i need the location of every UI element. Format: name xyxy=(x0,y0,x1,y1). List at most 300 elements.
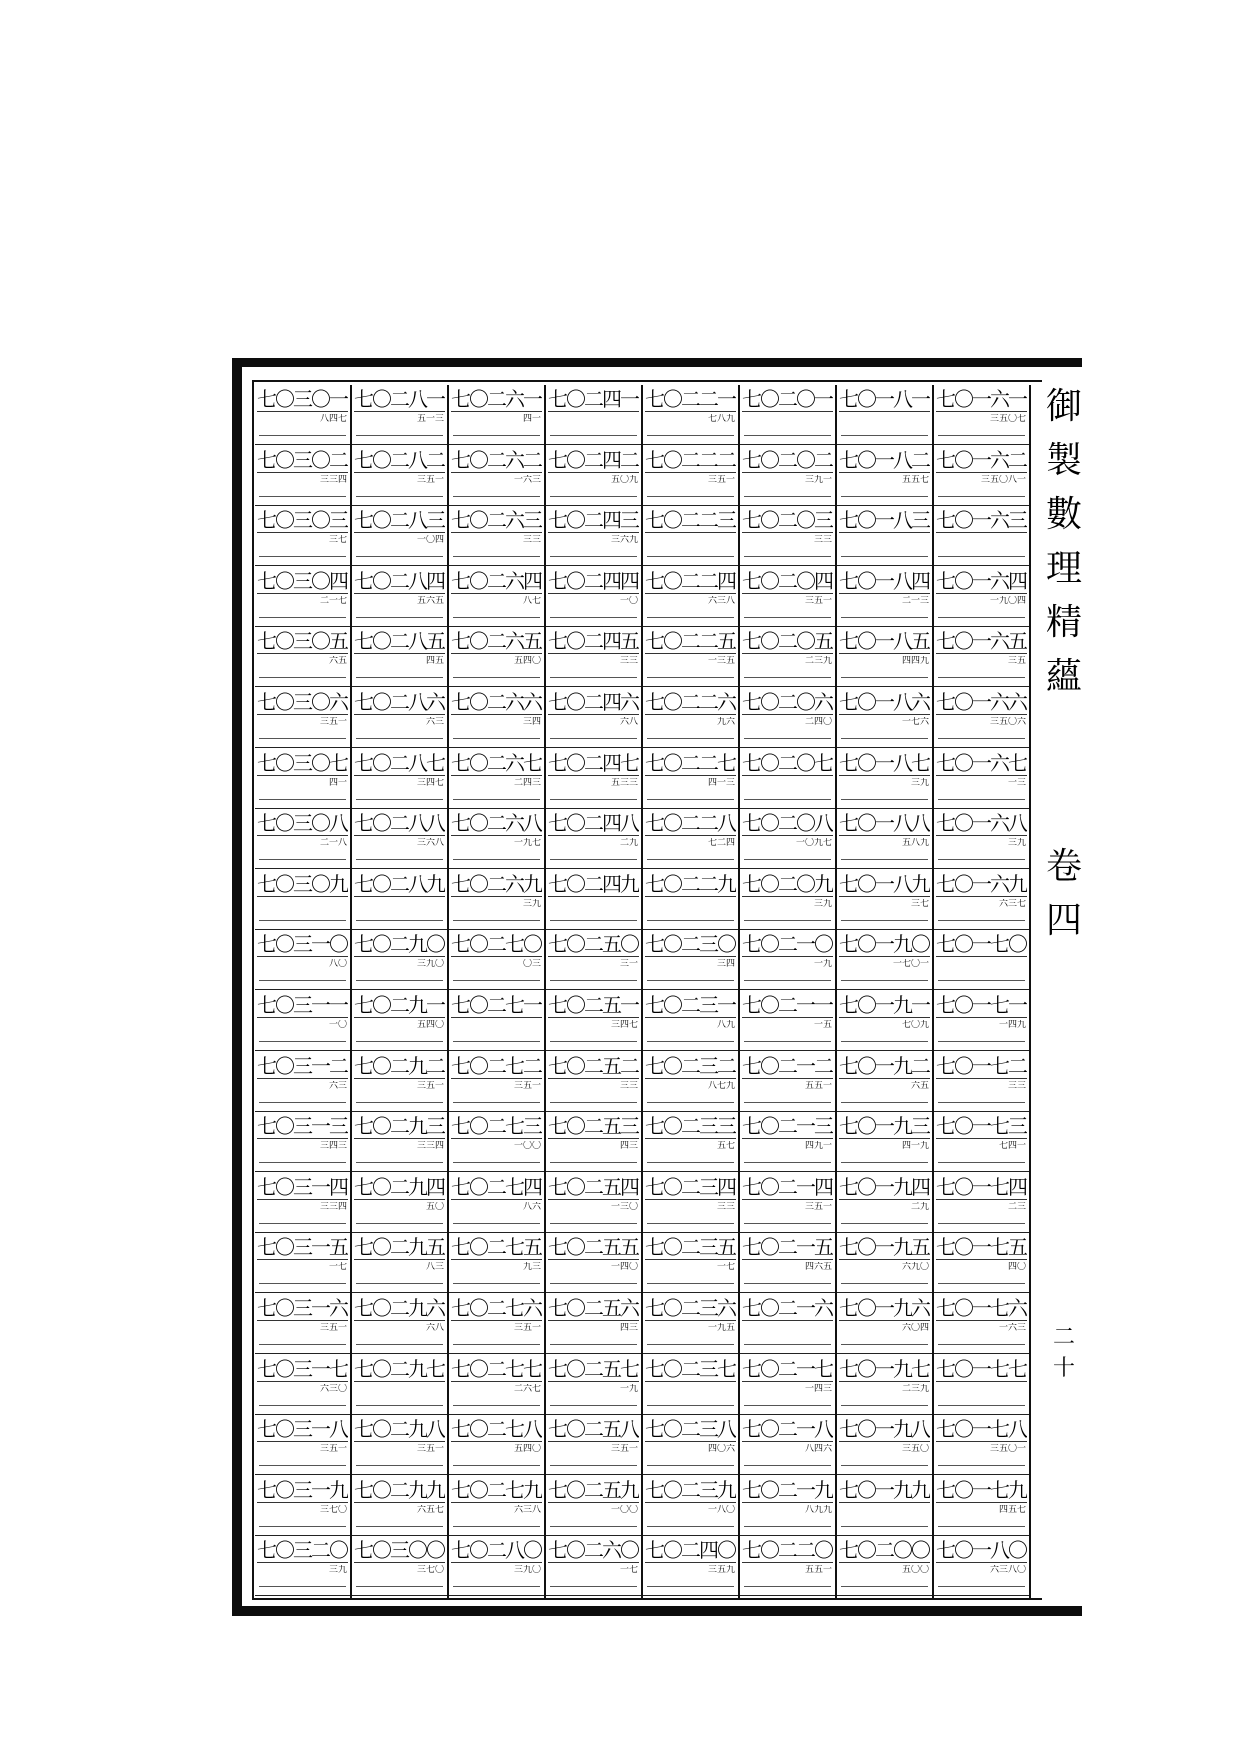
cell-number: 七〇二九五 xyxy=(354,1235,444,1260)
table-cell xyxy=(352,567,447,626)
cell-number: 七〇一九〇 xyxy=(839,932,929,957)
cell-number: 七〇三〇六 xyxy=(257,690,347,714)
table-cell xyxy=(643,1536,738,1595)
table-cell xyxy=(837,688,932,747)
table-row xyxy=(643,385,738,445)
title-character: 蘊 xyxy=(1046,656,1083,697)
cell-rule xyxy=(938,556,1025,557)
cell-number: 七〇二三一 xyxy=(645,993,735,1017)
cell-rule xyxy=(453,980,540,981)
cell-difference: 一〇 xyxy=(619,595,638,606)
table-row xyxy=(934,1536,1029,1596)
table-row xyxy=(255,1233,350,1293)
cell-rule xyxy=(356,1465,443,1466)
cell-rule xyxy=(938,1102,1025,1103)
table-row xyxy=(255,1355,350,1415)
table-cell xyxy=(546,1052,641,1111)
cell-rule xyxy=(744,799,831,800)
cell-rule xyxy=(647,1041,734,1042)
table-cell xyxy=(934,1536,1029,1595)
table-row xyxy=(934,385,1029,445)
table-cell xyxy=(449,1233,544,1292)
cell-number: 七〇一七二 xyxy=(936,1053,1026,1078)
cell-difference: 四五七 xyxy=(998,1504,1026,1515)
cell-difference: 一四〇 xyxy=(610,1262,638,1273)
table-cell xyxy=(643,567,738,626)
cell-difference: 六三 xyxy=(328,1080,347,1091)
cell-rule xyxy=(453,1586,540,1587)
table-row xyxy=(934,1233,1029,1293)
cell-number: 七〇一八七 xyxy=(839,750,929,775)
table-cell xyxy=(740,1112,835,1171)
table-row xyxy=(449,1173,544,1233)
table-row xyxy=(255,446,350,506)
cell-rule xyxy=(647,435,734,436)
cell-difference: 四五 xyxy=(425,656,444,667)
cell-difference: 三三四 xyxy=(416,1141,444,1152)
cell-rule xyxy=(259,496,346,497)
table-row xyxy=(255,385,350,445)
table-cell xyxy=(255,1476,350,1535)
cell-difference: 三七〇 xyxy=(416,1565,444,1576)
table-cell xyxy=(643,1112,738,1171)
cell-rule xyxy=(259,1586,346,1587)
cell-rule xyxy=(453,1041,540,1042)
table-row xyxy=(449,1112,544,1172)
cell-rule xyxy=(550,799,637,800)
cell-rule xyxy=(938,1041,1025,1042)
cell-rule xyxy=(453,496,540,497)
cell-rule xyxy=(453,1283,540,1284)
cell-rule xyxy=(259,859,346,860)
cell-rule xyxy=(453,1102,540,1103)
table-cell xyxy=(449,809,544,868)
cell-number: 七〇二五四 xyxy=(548,1174,638,1199)
cell-difference: 三三 xyxy=(522,535,541,546)
volume-character: 四 xyxy=(1046,900,1083,941)
table-cell xyxy=(643,1415,738,1474)
cell-rule xyxy=(938,1162,1025,1163)
table-row xyxy=(449,1233,544,1293)
cell-rule xyxy=(550,920,637,921)
table-row xyxy=(934,1476,1029,1536)
table-cell xyxy=(837,1536,932,1595)
cell-difference: 三五一 xyxy=(416,474,444,485)
cell-difference: 三六九 xyxy=(610,535,638,546)
cell-difference: 一九 xyxy=(619,1383,638,1394)
table-cell xyxy=(740,1052,835,1111)
cell-number: 七〇二九四 xyxy=(354,1174,444,1199)
table-cell xyxy=(740,991,835,1050)
cell-difference: 三五〇一 xyxy=(989,1444,1026,1455)
cell-rule xyxy=(938,435,1025,436)
table-row xyxy=(934,446,1029,506)
cell-number: 七〇一八一 xyxy=(839,387,929,411)
cell-difference: 三九 xyxy=(328,1565,347,1576)
cell-difference: 七八九 xyxy=(707,414,735,424)
cell-difference: 四一 xyxy=(328,777,347,788)
table-row xyxy=(352,1112,447,1172)
table-cell xyxy=(934,688,1029,747)
cell-rule xyxy=(550,1223,637,1224)
cell-rule xyxy=(647,980,734,981)
cell-rule xyxy=(550,859,637,860)
cell-rule xyxy=(356,1526,443,1527)
table-row xyxy=(740,688,835,748)
table-row xyxy=(255,809,350,869)
cell-difference: 一〇九七 xyxy=(795,838,832,849)
cell-rule xyxy=(647,556,734,557)
table-row xyxy=(643,991,738,1051)
table-cell xyxy=(255,506,350,565)
cell-rule xyxy=(938,920,1025,921)
table-row xyxy=(352,446,447,506)
table-row xyxy=(352,627,447,687)
table-row xyxy=(255,749,350,809)
table-row xyxy=(352,1536,447,1596)
cell-rule xyxy=(356,799,443,800)
cell-number: 七〇二八九 xyxy=(354,871,444,896)
cell-rule xyxy=(938,1526,1025,1527)
table-cell xyxy=(352,1294,447,1353)
cell-number: 七〇一九二 xyxy=(839,1053,929,1078)
cell-rule xyxy=(453,1162,540,1163)
cell-number: 七〇三〇七 xyxy=(257,750,347,775)
cell-difference: 一〇 xyxy=(328,1020,347,1030)
cell-difference: 三三四 xyxy=(319,1201,347,1212)
cell-rule xyxy=(841,738,928,739)
table-row xyxy=(546,567,641,627)
cell-difference: 五四〇 xyxy=(513,656,541,667)
cell-difference: 一三 xyxy=(1007,777,1026,788)
cell-rule xyxy=(259,1162,346,1163)
table-row xyxy=(255,1415,350,1475)
table-cell xyxy=(837,749,932,808)
table-cell xyxy=(352,1355,447,1414)
table-row xyxy=(740,809,835,869)
cell-number: 七〇二〇九 xyxy=(742,871,832,896)
table-row xyxy=(837,991,932,1051)
cell-difference: 一七六 xyxy=(901,717,929,727)
cell-difference: 三五一 xyxy=(416,1080,444,1091)
cell-rule xyxy=(550,677,637,678)
table-row xyxy=(837,446,932,506)
cell-difference: 三九〇 xyxy=(513,1565,541,1576)
cell-number: 七〇一六二 xyxy=(936,447,1026,472)
table-cell xyxy=(740,688,835,747)
table-row xyxy=(352,1052,447,1112)
table-row xyxy=(449,1536,544,1596)
cell-number: 七〇二〇五 xyxy=(742,629,832,654)
cell-difference: 三五一 xyxy=(319,1323,347,1333)
table-cell xyxy=(837,627,932,686)
table-cell xyxy=(740,1476,835,1535)
table-cell xyxy=(352,1052,447,1111)
cell-number: 七〇二九〇 xyxy=(354,932,444,957)
cell-rule xyxy=(259,738,346,739)
cell-rule xyxy=(744,435,831,436)
cell-rule xyxy=(744,738,831,739)
cell-number: 七〇一六一 xyxy=(936,387,1026,411)
table-row xyxy=(934,627,1029,687)
table-row xyxy=(352,1173,447,1233)
cell-rule xyxy=(841,496,928,497)
table-cell xyxy=(255,1415,350,1474)
cell-rule xyxy=(744,496,831,497)
cell-number: 七〇二五三 xyxy=(548,1114,638,1139)
cell-rule xyxy=(259,1465,346,1466)
cell-number: 七〇二五二 xyxy=(548,1053,638,1078)
table-row xyxy=(934,1052,1029,1112)
table-row xyxy=(643,809,738,869)
cell-number: 七〇二二六 xyxy=(645,690,735,714)
cell-rule xyxy=(453,920,540,921)
cell-rule xyxy=(744,1102,831,1103)
table-cell xyxy=(740,749,835,808)
cell-difference: 三五〇 xyxy=(901,1444,929,1455)
cell-number: 七〇一七九 xyxy=(936,1477,1026,1502)
table-row xyxy=(643,870,738,930)
cell-rule xyxy=(259,1405,346,1406)
cell-rule xyxy=(744,859,831,860)
cell-rule xyxy=(744,920,831,921)
table-cell xyxy=(740,627,835,686)
cell-number: 七〇二四六 xyxy=(548,690,638,714)
cell-number: 七〇二九八 xyxy=(354,1417,444,1442)
cell-difference: 三五一 xyxy=(804,1201,832,1212)
cell-number: 七〇二一三 xyxy=(742,1114,832,1139)
table-row xyxy=(449,1052,544,1112)
cell-difference: 〇三 xyxy=(522,959,541,970)
cell-difference: 三七〇 xyxy=(319,1504,347,1515)
cell-number: 七〇二二三 xyxy=(645,508,735,533)
table-cell xyxy=(449,991,544,1050)
table-cell xyxy=(255,1112,350,1171)
cell-rule xyxy=(647,1405,734,1406)
cell-rule xyxy=(744,1283,831,1284)
cell-rule xyxy=(744,617,831,618)
cell-difference: 三五九 xyxy=(707,1565,735,1576)
table-cell xyxy=(837,930,932,989)
cell-number: 七〇三〇〇 xyxy=(354,1538,444,1563)
table-row xyxy=(449,870,544,930)
title-character: 御 xyxy=(1046,386,1083,427)
cell-number: 七〇三〇九 xyxy=(257,871,347,896)
table-cell xyxy=(449,446,544,505)
cell-rule xyxy=(841,1586,928,1587)
cell-difference: 五一三 xyxy=(416,414,444,424)
cell-difference: 三四三 xyxy=(319,1141,347,1152)
table-row xyxy=(255,1294,350,1354)
table-row xyxy=(934,1415,1029,1475)
table-row xyxy=(255,1112,350,1172)
table-cell xyxy=(255,1294,350,1353)
cell-difference: 三五 xyxy=(1007,656,1026,667)
table-cell xyxy=(546,446,641,505)
table-cell xyxy=(643,809,738,868)
cell-rule xyxy=(356,859,443,860)
cell-number: 七〇二四三 xyxy=(548,508,638,533)
table-cell xyxy=(740,930,835,989)
cell-rule xyxy=(453,1344,540,1345)
cell-rule xyxy=(938,677,1025,678)
cell-difference: 五五七 xyxy=(901,474,929,485)
table-cell xyxy=(643,446,738,505)
table-cell xyxy=(352,1233,447,1292)
cell-number: 七〇二三八 xyxy=(645,1417,735,1442)
table-cell xyxy=(837,991,932,1050)
cell-difference: 八九 xyxy=(716,1020,735,1030)
cell-rule xyxy=(453,1405,540,1406)
cell-rule xyxy=(841,1162,928,1163)
cell-difference: 三一 xyxy=(619,959,638,970)
cell-number: 七〇二三五 xyxy=(645,1235,735,1260)
table-cell xyxy=(934,567,1029,626)
cell-number: 七〇二七九 xyxy=(451,1477,541,1502)
cell-rule xyxy=(550,1465,637,1466)
table-row xyxy=(255,688,350,748)
cell-difference: 二三九 xyxy=(901,1383,929,1394)
table-row xyxy=(546,870,641,930)
table-cell xyxy=(643,627,738,686)
table-cell xyxy=(352,991,447,1050)
cell-rule xyxy=(938,1223,1025,1224)
cell-number: 七〇三一五 xyxy=(257,1235,347,1260)
cell-difference: 三三 xyxy=(813,535,832,546)
cell-rule xyxy=(550,1283,637,1284)
cell-rule xyxy=(841,1465,928,1466)
table-column xyxy=(255,385,352,1598)
table-cell xyxy=(837,809,932,868)
table-cell xyxy=(352,688,447,747)
cell-rule xyxy=(744,1344,831,1345)
cell-number: 七〇二三三 xyxy=(645,1114,735,1139)
table-cell xyxy=(740,870,835,929)
cell-rule xyxy=(938,738,1025,739)
cell-difference: 八七九 xyxy=(707,1080,735,1091)
cell-number: 七〇三一九 xyxy=(257,1477,347,1502)
cell-rule xyxy=(550,738,637,739)
cell-number: 七〇二五九 xyxy=(548,1477,638,1502)
table-row xyxy=(255,627,350,687)
cell-difference: 六五七 xyxy=(416,1504,444,1515)
table-cell xyxy=(546,688,641,747)
table-row xyxy=(934,749,1029,809)
title-character: 數 xyxy=(1046,494,1083,535)
cell-rule xyxy=(841,920,928,921)
cell-number: 七〇二八一 xyxy=(354,387,444,411)
cell-difference: 一四三 xyxy=(804,1383,832,1394)
table-row xyxy=(352,930,447,990)
table-cell xyxy=(546,749,641,808)
cell-rule xyxy=(841,980,928,981)
cell-number: 七〇二〇一 xyxy=(742,387,832,411)
cell-difference: 三七 xyxy=(328,535,347,546)
table-row xyxy=(934,809,1029,869)
cell-rule xyxy=(841,1526,928,1527)
cell-number: 七〇三〇八 xyxy=(257,811,347,836)
cell-difference: 三三 xyxy=(619,656,638,667)
cell-number: 七〇一七〇 xyxy=(936,932,1026,957)
cell-rule xyxy=(259,1223,346,1224)
cell-number: 七〇二七八 xyxy=(451,1417,541,1442)
cell-number: 七〇二八〇 xyxy=(451,1538,541,1563)
table-row xyxy=(255,870,350,930)
cell-rule xyxy=(841,1102,928,1103)
table-row xyxy=(449,688,544,748)
cell-rule xyxy=(647,1465,734,1466)
cell-number: 七〇二八二 xyxy=(354,447,444,472)
table-row xyxy=(740,749,835,809)
table-cell xyxy=(740,1173,835,1232)
cell-rule xyxy=(744,1526,831,1527)
cell-rule xyxy=(647,1526,734,1527)
cell-difference: 三五〇八一 xyxy=(980,474,1026,485)
cell-difference: 一九 xyxy=(813,959,832,970)
cell-difference: 二四〇 xyxy=(804,717,832,727)
cell-rule xyxy=(356,1223,443,1224)
cell-number: 七〇二五八 xyxy=(548,1417,638,1442)
table-row xyxy=(740,1112,835,1172)
cell-number: 七〇三一八 xyxy=(257,1417,347,1442)
cell-number: 七〇二七一 xyxy=(451,993,541,1017)
cell-difference: 五〇九 xyxy=(610,474,638,485)
table-row xyxy=(449,506,544,566)
cell-difference: 一三五 xyxy=(707,656,735,667)
cell-rule xyxy=(647,677,734,678)
table-cell xyxy=(352,809,447,868)
cell-number: 七〇一六五 xyxy=(936,629,1026,654)
table-row xyxy=(546,688,641,748)
cell-difference: 五四〇 xyxy=(416,1020,444,1030)
table-cell xyxy=(643,1233,738,1292)
table-row xyxy=(934,506,1029,566)
cell-rule xyxy=(259,1041,346,1042)
cell-difference: 一七 xyxy=(619,1565,638,1576)
cell-rule xyxy=(259,617,346,618)
cell-rule xyxy=(841,677,928,678)
cell-number: 七〇二九一 xyxy=(354,993,444,1017)
table-row xyxy=(546,749,641,809)
cell-rule xyxy=(356,677,443,678)
table-cell xyxy=(643,1173,738,1232)
table-cell xyxy=(643,1476,738,1535)
table-cell xyxy=(449,870,544,929)
table-cell xyxy=(643,1294,738,1353)
table-row xyxy=(837,385,932,445)
table-column xyxy=(837,385,934,1598)
cell-number: 七〇二六三 xyxy=(451,508,541,533)
cell-difference: 三四 xyxy=(716,959,735,970)
cell-difference: 九六 xyxy=(716,717,735,727)
table-row xyxy=(643,749,738,809)
table-row xyxy=(837,1536,932,1596)
cell-rule xyxy=(453,799,540,800)
cell-rule xyxy=(550,1344,637,1345)
table-cell xyxy=(546,1112,641,1171)
table-row xyxy=(837,1233,932,1293)
table-cell xyxy=(934,1355,1029,1414)
cell-number: 七〇二六一 xyxy=(451,387,541,411)
cell-number: 七〇二二八 xyxy=(645,811,735,836)
table-row xyxy=(546,930,641,990)
table-cell xyxy=(255,809,350,868)
table-row xyxy=(740,1294,835,1354)
table-row xyxy=(352,1415,447,1475)
cell-rule xyxy=(744,1162,831,1163)
table-row xyxy=(643,1052,738,1112)
cell-number: 七〇二三六 xyxy=(645,1296,735,1320)
